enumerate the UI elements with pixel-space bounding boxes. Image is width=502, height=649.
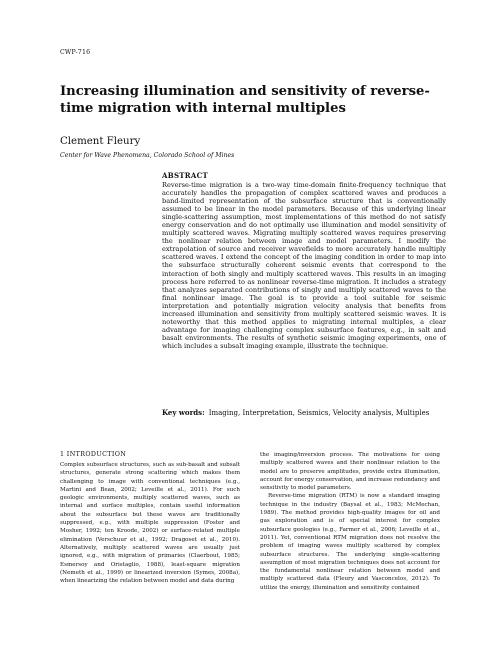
section-heading-introduction: 1 INTRODUCTION <box>60 451 127 458</box>
intro-paragraph-1: Complex subsurface structures, such as sub-basalt and subsalt structures, generate strong scattering which makes them challenging to image with conventional techniques (e.g., Martini and Bean, 2002; Leveille et al., 2011). For such geologic environments, multiply scattered waves, such as internal and surface multiples, contain useful information about the subsurface but these waves are traditionally suppressed, e.g., with multiple suppression (Foster and Mosher, 1992; ten Kroode, 2002) or surface-related multiple elimination (Verschuur et al., 1992; Dragoset et al., 2010). Alternatively, multiply scattered waves are usually just ignored, e.g., with migration of primaries (Claerbout, 1985; Esmersoy and Oristaglio, 1988), least-square migration (Nemeth et al., 1999) or linearized inversion (Symes, 2008a), when linearizing the relation between model and data during <box>60 462 240 585</box>
keywords-text: Imaging, Interpretation, Seismics, Velocity analysis, Multiples <box>208 409 430 417</box>
keywords <box>162 408 446 418</box>
author-name: Clement Fleury <box>60 136 141 147</box>
left-column <box>60 461 240 585</box>
abstract-heading: ABSTRACT <box>162 171 209 180</box>
right-column <box>260 451 440 592</box>
intro-paragraph-2: Reverse-time migration (RTM) is now a standard imaging technique in the industry (Baysal et al., 1983; McMechan, 1989). The method provides high-quality images for oil and gas exploration and is of special interest for complex subsurface geologies (e.g., Farmer et al., 2006; Leveille et al., 2011). Yet, conventional RTM migration does not resolve the problem of imaging waves multiply scattered by complex subsurface structures. The underlying single-scattering assumption of most migration techniques does not account for the fundamental nonlinear relation between model and multiply scattered data (Fleury and Vasconcelos, 2012). To utilize the energy, illumination and sensitivity contained <box>260 493 440 591</box>
author-affiliation: Center for Wave Phenomena, Colorado School of Mines <box>60 152 235 159</box>
keywords-label: Key words: <box>162 408 205 417</box>
abstract-body: Reverse-time migration is a two-way time-domain finite-frequency technique that accurately handles the propagation of complex scattered waves and produces a band-limited representation of the subsurface structure that is conventionally assumed to be linear in the model parameters. Because of this underlying linear single-scattering assumption, most implementations of this method do not satisfy energy conservation and do not optimally use illumination and model sensitivity of multiply scattered waves. Migrating multiply scattered waves requires preserving the nonlinear relation between image and model parameters. I modify the extrapolation of source and receiver wavefields to more accurately handle multiply scattered waves. I extend the concept of the imaging condition in order to map into the subsurface structurally coherent seismic events that correspond to the interaction of both singly and multiply scattered waves. This results in an imaging process here referred to as nonlinear reverse-time migration. It includes a strategy that analyzes separated contributions of singly and multiply scattered waves to the final nonlinear image. The goal is to provide a tool suitable for seismic interpretation and potentially migration velocity analysis that benefits from increased illumination and sensitivity from multiply scattered seismic waves. It is noteworthy that this method applies to migrating internal multiples, a clear advantage for imaging challenging complex subsurface features, e.g., in salt and basalt environments. The results of synthetic seismic imaging experiments, one of which includes a subsalt imaging example, illustrate the technique. <box>162 181 446 350</box>
intro-paragraph-1-continued: the imaging/inversion process. The motivations for using multiply scattered waves and their nonlinear relation to the model are to preserve amplitudes, provide extra illumination, account for energy conservation, and increase redundancy and sensitivity to model parameters. <box>260 452 440 492</box>
paper-title: Increasing illumination and sensitivity of reverse-time migration with internal multiples <box>60 84 430 116</box>
page-header-label: CWP-716 <box>60 49 91 56</box>
